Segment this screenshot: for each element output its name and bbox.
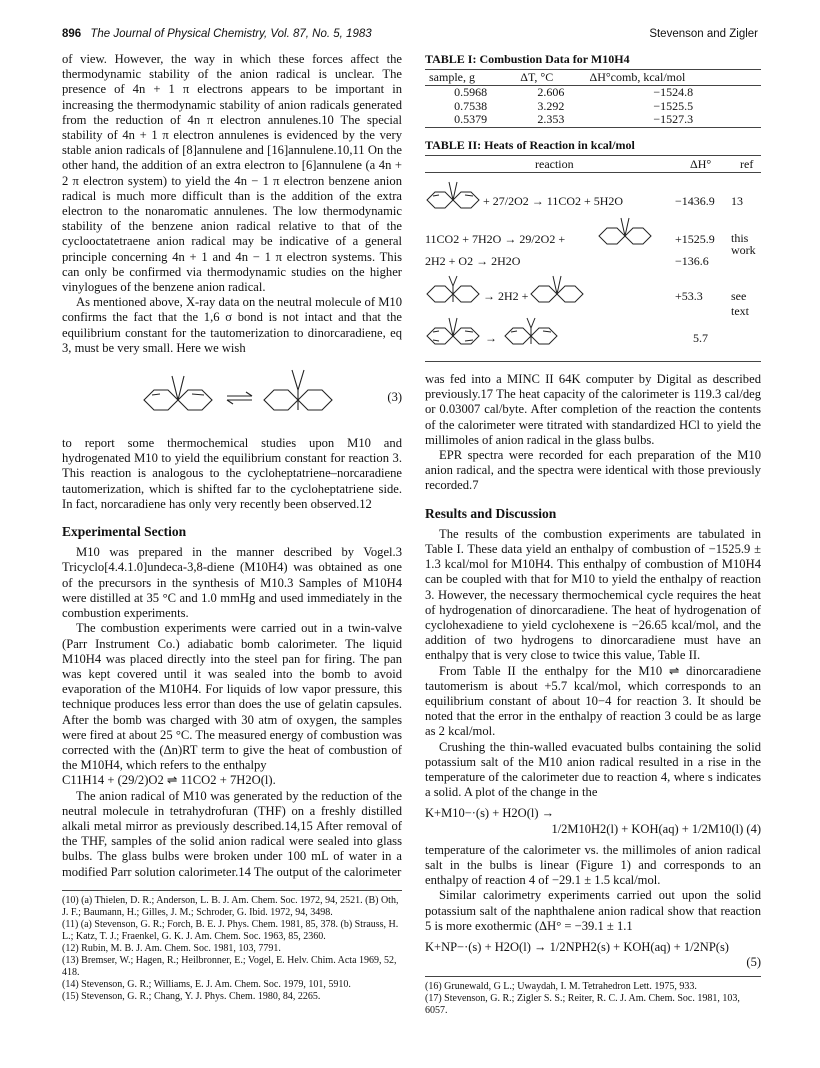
footnotes bbox=[425, 976, 761, 1017]
m10h4-structure-icon bbox=[597, 216, 653, 250]
enthalpy-value: +53.3 bbox=[675, 288, 703, 303]
table-row: 0.5379 2.353 −1527.3 bbox=[425, 113, 761, 127]
paragraph: Crushing the thin-walled evacuated bulbs containing the solid potassium salt of the M10 anion radical resulted in a rise in the temperature of the calorimeter due to reaction 4, where s indicates a solid. A plot of the change in the bbox=[425, 739, 761, 800]
reaction-heats-table bbox=[425, 155, 761, 362]
paragraph: M10 was prepared in the manner described by Vogel.3 Tricyclo[4.4.1.0]undeca-3,8-diene (M10H4) was obtained as one of the precursors in the synthesis of M10.3 Samples of M10H4 were distilled at 35 °C and 1.0 mmHg and used immediately in the combustion experiments. bbox=[62, 545, 402, 621]
equation-number: (3) bbox=[387, 390, 402, 405]
paragraph: As mentioned above, X-ray data on the neutral molecule of M10 confirms the fact that the 1,6 σ bond is not intact and that the equilibrium constant for the tautomerization to dinorcaradiene, eq 3, must be very small. Here we wish bbox=[62, 295, 402, 355]
enthalpy-value: 5.7 bbox=[693, 330, 708, 345]
dinorcaradiene-structure-icon bbox=[503, 316, 559, 350]
section-heading: Experimental Section bbox=[62, 524, 187, 540]
reference: (10) (a) Thielen, D. R.; Anderson, L. B. J. Am. Chem. Soc. 1972, 94, 2521. (B) Oth, J. F.; Baumann, H.; Gilles, J. M.; Schroder, G. Ibid. 1972, 94, 3498. bbox=[62, 894, 399, 918]
reference: (12) Rubin, M. B. J. Am. Chem. Soc. 1981, 103, 7791. bbox=[62, 942, 281, 954]
combustion-equation: C11H14 + (29/2)O2 ⇌ 11CO2 + 7H2O(l). bbox=[62, 773, 276, 788]
paragraph: of view. However, the way in which these forces affect the thermodynamic stability of the anion radical is unclear. The presence of 4n + 1 π electrons appears to be important in increasing the thermodynamic stability of anion radicals generated from the reduction of 4n π electron annulenes.10 The special stability of 4n + 1 π electron annulenes is evidenced by the very stable anion radicals of [8]annulene and [16]annulene.10,11 On the other hand, the addition of an extra electron to [6]annulene (a 4n + 2 π electron system) to yield the 4n − 1 π electron benzene anion radical is much more difficult than is the addition of the extra electron to the nonaromatic annulenes. The low thermodynamic stability of the benzene anion radical relative to that of the cyclooctatetraene anion radical may be indicative of a general principle concerning 4n + 1 and 4n − 1 π electron systems. This can only be confirmed via thermodynamic studies on the higher vinylogues of the benzene anion radical. bbox=[62, 52, 402, 295]
m10-dinorcaradiene-structure-icon bbox=[132, 364, 342, 428]
reference: (16) Grunewald, G L.; Uwaydah, I. M. Tetrahedron Lett. 1975, 933. bbox=[425, 981, 697, 993]
m10h4-structure-icon bbox=[529, 274, 585, 308]
enthalpy-value: −136.6 bbox=[675, 253, 709, 268]
left-column bbox=[62, 52, 402, 1003]
author-names: Stevenson and Zigler bbox=[649, 28, 758, 40]
paragraph: The anion radical of M10 was generated by the reduction of the neutral molecule in tetrahydrofuran (THF) on a freshly distilled alkali metal mirror as previously described.14,15 After removal of the THF, samples of the solid anion radical were sealed into glass bulbs. The glass bulbs were broken under 100 mL of water in a modified Parr solution calorimeter.14 The output of the calorimeter bbox=[62, 788, 402, 879]
section-heading: Results and Discussion bbox=[425, 505, 557, 521]
reference: (14) Stevenson, G. R.; Williams, E. J. Am. Chem. Soc. 1979, 101, 5910. bbox=[62, 978, 351, 990]
column-header: ΔH° bbox=[690, 156, 712, 171]
reaction-text: 11CO2 + 7H2O → 29/2O2 + bbox=[425, 231, 566, 246]
column-header: reaction bbox=[535, 156, 574, 171]
table-caption: TABLE II: Heats of Reaction in kcal/mol bbox=[425, 137, 635, 152]
paragraph: From Table II the enthalpy for the M10 ⇌ dinorcaradiene tautomerism is about +5.7 kcal/mol, which corresponds to an equilibrium constant of about 10−4 for reaction 3. It should be noted that the error in the enthalpy of reaction 3 could be as large as 2 kcal/mol. bbox=[425, 663, 761, 739]
running-header bbox=[62, 28, 758, 44]
column-header: ref bbox=[740, 156, 754, 171]
footnotes bbox=[62, 890, 402, 1003]
reference-cell: 13 bbox=[731, 193, 743, 208]
paragraph: Similar calorimetry experiments carried out upon the solid potassium salt of the naphthalene anion radical show that reaction 5 is more exothermic (ΔH° = −39.1 ± 1.1 bbox=[425, 888, 761, 933]
equation-5: K+NP−·(s) + H2O(l) → 1/2NPH2(s) + KOH(aq) + 1/2NP(s) (5) bbox=[425, 940, 761, 970]
combustion-table bbox=[425, 69, 761, 128]
page-number: 896 bbox=[62, 28, 82, 40]
reference-cell: see text bbox=[731, 288, 749, 319]
paragraph: to report some thermochemical studies upon M10 and hydrogenated M10 to yield the equilibrium constant for reaction 3. This reaction is analogous to the cycloheptatriene–norcaradiene tautomerization, which is shifted far to the cycloheptatriene side. In fact, norcaradiene has only very recently been observed.12 bbox=[62, 436, 402, 511]
column-header: ΔT, °C bbox=[516, 70, 585, 86]
paragraph: The combustion experiments were carried out in a twin-valve (Parr Instrument Co.) adiabatic bomb calorimeter. The liquid M10H4 was placed directly into the steel pan for firing. The pan was kept covered until it was sealed into the bomb to avoid evaporation of the M10H4. For liquids of low vapor pressure, this technique produces less error than does the use of gelatin capsules. After the bomb was charged with 30 atm of oxygen, the samples were fired at about 25 °C. The measured energy of combustion was corrected with the (Δn)RT term to give the heat of combustion of the M10H4, which refers to the enthalpy bbox=[62, 621, 402, 773]
reference: (11) (a) Stevenson, G. R.; Forch, B. E. J. Phys. Chem. 1981, 85, 378. (b) Strauss, H. L.; Katz, T. J.; Fraenkel, G. K. J. Am. Chem. Soc. 1963, 85, 2360. bbox=[62, 918, 399, 942]
m10h4-structure-icon bbox=[425, 180, 481, 214]
reference: (15) Stevenson, G. R.; Chang, Y. J. Phys. Chem. 1980, 84, 2265. bbox=[62, 990, 321, 1002]
reaction-text: → 2H2 + bbox=[483, 288, 529, 303]
reference: (17) Stevenson, G. R.; Zigler S. S.; Reiter, R. C. J. Am. Chem. Soc. 1981, 103, 6057. bbox=[425, 993, 740, 1017]
enthalpy-value: −1436.9 bbox=[675, 193, 715, 208]
column-header: ΔH°comb, kcal/mol bbox=[585, 70, 761, 86]
reaction-arrow: → bbox=[485, 330, 497, 345]
table-caption: TABLE I: Combustion Data for M10H4 bbox=[425, 52, 630, 66]
column-header: sample, g bbox=[425, 70, 516, 86]
paragraph: The results of the combustion experiments are tabulated in Table I. These data yield an enthalpy of combustion of −1525.9 ± 1.3 kcal/mol for M10H4. This enthalpy of combustion of M10H4 can be coupled with that for M10 to yield the enthalpy of reaction 3. However, the necessary thermochemical cycle requires the heat of hydrogenation of dinorcaradiene. The heat of hydrogenation of cyclohexadiene to yield cyclohexene is −26.65 kcal/mol, and the addition of two hydrogens to dinorcaradiene must have an enthalpy that is very close to twice this value, Table II. bbox=[425, 526, 761, 663]
equation-number: (5) bbox=[746, 955, 761, 970]
table-row: 0.7538 3.292 −1525.5 bbox=[454, 98, 694, 113]
paragraph: EPR spectra were recorded for each preparation of the M10 anion radical, and the spectra were identical with those previously recorded.7 bbox=[425, 447, 761, 493]
paragraph: was fed into a MINC II 64K computer by Digital as described previously.17 The heat capacity of the calorimeter is 119.3 cal/deg or 0.03007 cal/byte. After completion of the reaction the contents of the calorimeter were titrated with standardized HCl to yield the millimoles of anion radical in the glass bulbs. bbox=[425, 371, 761, 447]
reaction-text: + 27/2O2 → 11CO2 + 5H2O bbox=[483, 193, 624, 208]
reaction-text: 2H2 + O2 → 2H2O bbox=[425, 253, 521, 268]
reference: (13) Bremser, W.; Hagen, R.; Heilbronner, E.; Vogel, E. Helv. Chim. Acta 1969, 52, 418. bbox=[62, 954, 397, 978]
right-column bbox=[425, 52, 761, 1017]
dinorcaradiene-structure-icon bbox=[425, 274, 481, 308]
journal-title: The Journal of Physical Chemistry, Vol. 87, No. 5, 1983 bbox=[90, 28, 372, 40]
enthalpy-value: +1525.9 bbox=[675, 231, 715, 246]
reference-cell: this work bbox=[731, 230, 756, 257]
paragraph: temperature of the calorimeter vs. the millimoles of anion radical salt in the bulbs is linear (Figure 1) and corresponds to an enthalpy of reaction 4 of −29.1 ± 1.5 kcal/mol. bbox=[425, 842, 761, 888]
equation-3 bbox=[62, 364, 402, 428]
m10-structure-icon bbox=[425, 316, 481, 350]
equation-4: K+M10−·(s) + H2O(l) → 1/2M10H2(l) + KOH(aq) + 1/2M10(l) (4) bbox=[425, 806, 761, 836]
table-row: 0.5968 2.606 −1524.8 bbox=[454, 85, 694, 100]
